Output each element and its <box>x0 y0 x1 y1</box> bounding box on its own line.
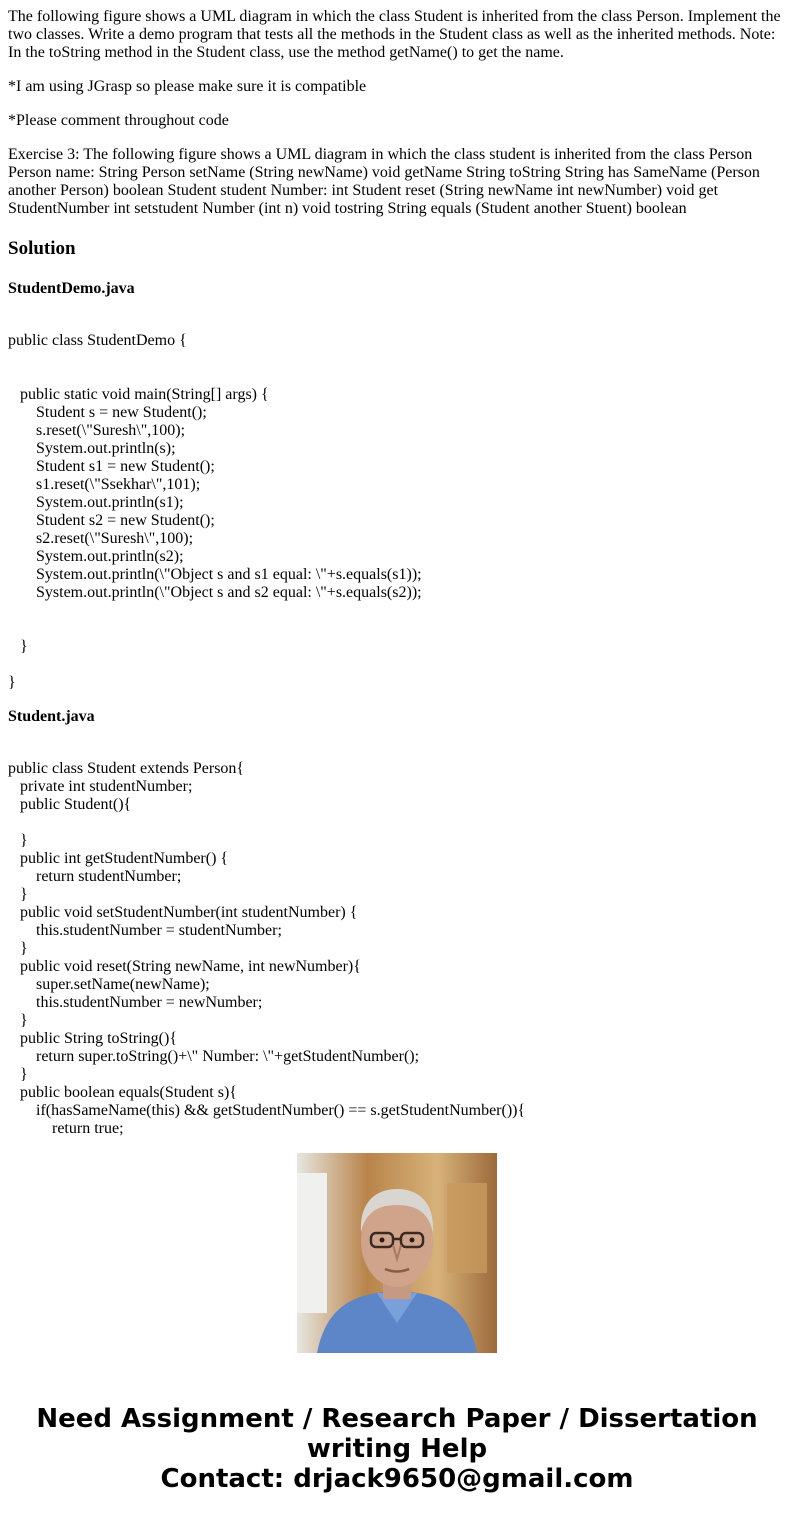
code-line: return studentNumber; <box>8 868 182 885</box>
code-line <box>8 620 786 638</box>
code-line: System.out.println(\"Object s and s1 equal: \"+s.equals(s1)); <box>8 566 422 583</box>
file-heading-student: Student.java <box>8 708 95 725</box>
code-line: System.out.println(s); <box>8 440 176 457</box>
code-line: } <box>8 940 28 957</box>
code-block-student <box>8 742 786 1138</box>
code-line: } <box>8 674 16 691</box>
code-line: public String toString(){ <box>8 1030 178 1047</box>
code-line: public Student(){ <box>8 796 132 813</box>
code-line: } <box>8 832 28 849</box>
promo-contact: Contact: drjack9650@gmail.com <box>160 1464 634 1494</box>
code-line: } <box>8 886 28 903</box>
code-line: return true; <box>8 1120 124 1137</box>
code-line: public boolean equals(Student s){ <box>8 1084 237 1101</box>
code-line <box>8 814 786 832</box>
page-content <box>8 8 786 1137</box>
code-line: s.reset(\"Suresh\",100); <box>8 422 186 439</box>
promo-footer <box>0 1404 794 1494</box>
code-line <box>8 350 786 368</box>
code-line: } <box>8 1066 28 1083</box>
code-line: super.setName(newName); <box>8 976 210 993</box>
code-line: return super.toString()+\" Number: \"+getStudentNumber(); <box>8 1048 420 1065</box>
code-line: public class StudentDemo { <box>8 332 187 349</box>
code-line: public static void main(String[] args) { <box>8 386 269 403</box>
question-paragraph-4: Exercise 3: The following figure shows a UML diagram in which the class student is inherited from the class Person Person name: String Person setName (String newName) void getName String toString String has SameName (Person another Person) boolean Student student Number: int Student reset (String newName int newNumber) void get StudentNumber int setstudent Number (int n) void tostring String equals (Student another Stuent) boolean <box>8 146 760 217</box>
code-line: Student s2 = new Student(); <box>8 512 215 529</box>
code-line: System.out.println(\"Object s and s2 equal: \"+s.equals(s2)); <box>8 584 422 601</box>
code-line: s1.reset(\"Ssekhar\",101); <box>8 476 201 493</box>
code-line: public void setStudentNumber(int studentNumber) { <box>8 904 358 921</box>
code-line: public int getStudentNumber() { <box>8 850 229 867</box>
code-line <box>8 742 786 760</box>
code-line <box>8 656 786 674</box>
question-paragraph-3: *Please comment throughout code <box>8 112 229 129</box>
code-line: if(hasSameName(this) && getStudentNumber() == s.getStudentNumber()){ <box>8 1102 526 1119</box>
code-line: public class Student extends Person{ <box>8 760 245 777</box>
code-line: Student s1 = new Student(); <box>8 458 215 475</box>
code-line <box>8 368 786 386</box>
question-paragraph-1: The following figure shows a UML diagram in which the class Student is inherited from the class Person. Implement the two classes. Write a demo program that tests all the methods in the Student class as well as the inherited methods. Note: In the toString method in the Student class, use the method getName() to get the name. <box>8 8 781 61</box>
code-line: System.out.println(s1); <box>8 494 184 511</box>
promo-line-1: Need Assignment / Research Paper / Dissertation <box>36 1404 758 1434</box>
code-line: public void reset(String newName, int newNumber){ <box>8 958 361 975</box>
code-block-student-demo <box>8 314 786 692</box>
code-line: private int studentNumber; <box>8 778 193 795</box>
code-line: this.studentNumber = newNumber; <box>8 994 263 1011</box>
code-line <box>8 602 786 620</box>
code-line: } <box>8 638 28 655</box>
question-paragraph-2: *I am using JGrasp so please make sure it is compatible <box>8 78 367 95</box>
code-line: Student s = new Student(); <box>8 404 207 421</box>
code-line: } <box>8 1012 28 1029</box>
solution-heading: Solution <box>8 238 76 259</box>
code-line: s2.reset(\"Suresh\",100); <box>8 530 194 547</box>
code-line: System.out.println(s2); <box>8 548 184 565</box>
code-line <box>8 314 786 332</box>
promo-line-2: writing Help <box>306 1434 488 1464</box>
file-heading-student-demo: StudentDemo.java <box>8 280 135 297</box>
author-avatar <box>297 1153 497 1353</box>
code-line: this.studentNumber = studentNumber; <box>8 922 282 939</box>
